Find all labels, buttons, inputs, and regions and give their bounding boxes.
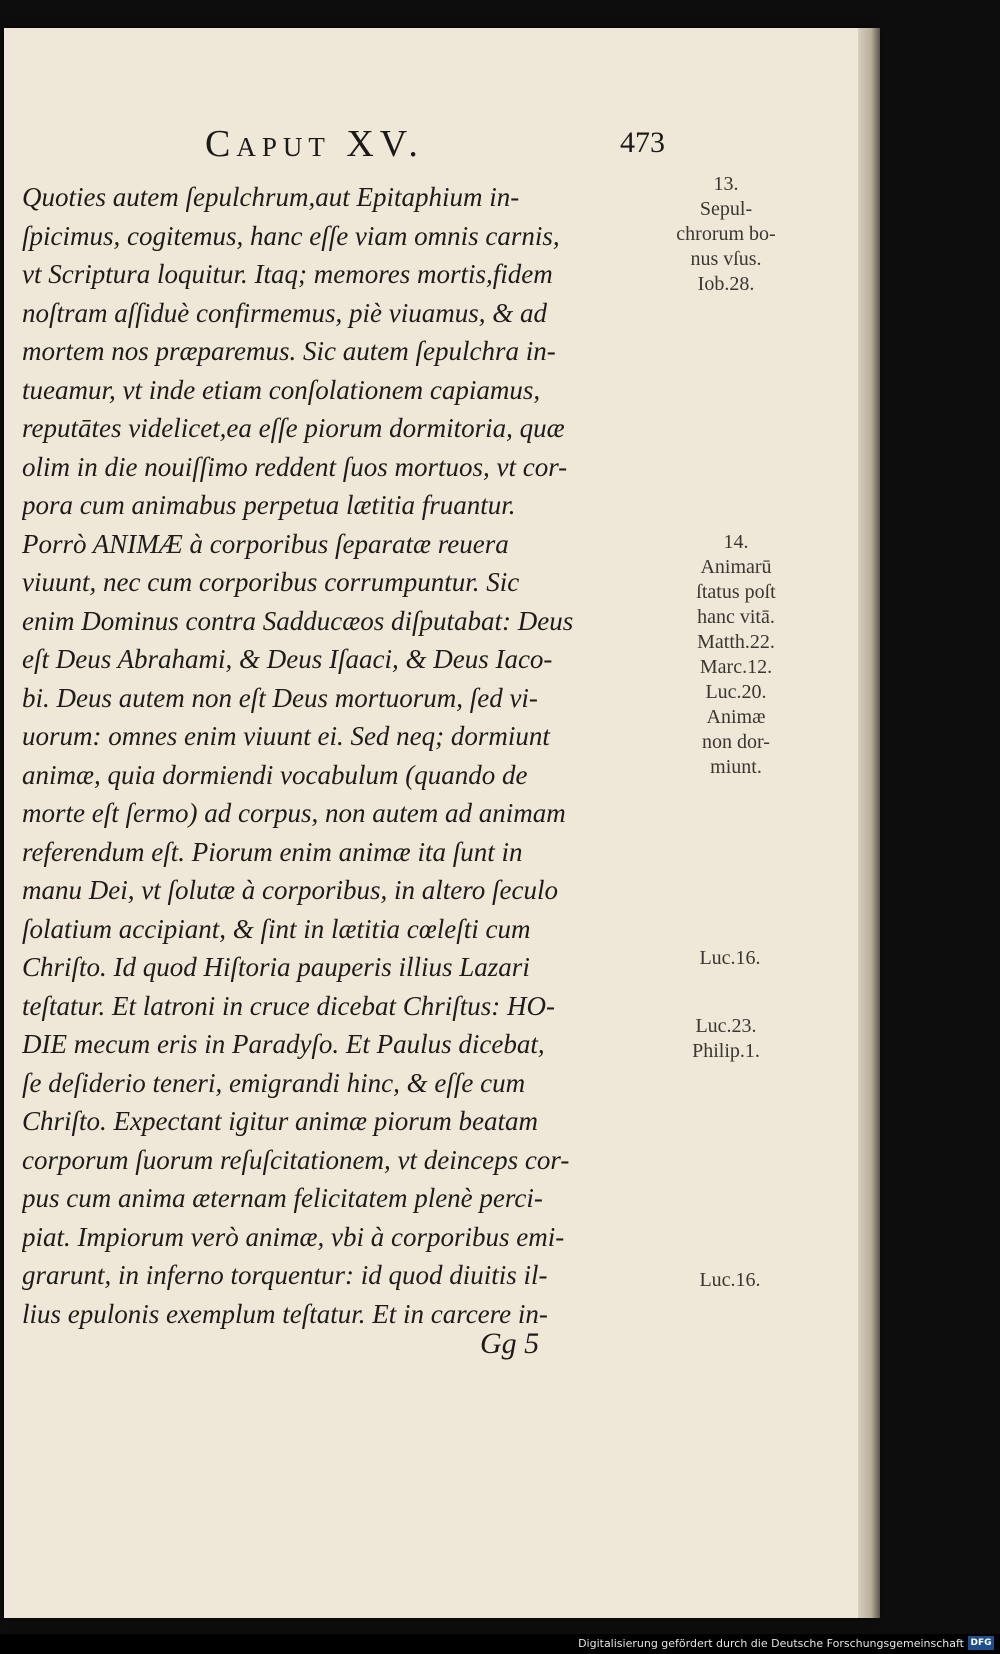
chapter-heading: Caput XV. — [205, 123, 424, 165]
text-line: piat. Impiorum verò animæ, vbi à corporibus emi- — [22, 1221, 565, 1252]
margin-note-13: 13. Sepul- chrorum bo- nus vſus. Iob.28. — [676, 173, 776, 295]
margin-note-luc16-a: Luc.16. — [699, 947, 761, 969]
catchword-signature: Gg 5 — [480, 1327, 540, 1360]
text-line: olim in die nouiſſimo reddent ſuos mortuos, vt cor- — [22, 451, 568, 482]
page-number: 473 — [620, 126, 665, 159]
margin-note-luc16-b: Luc.16. — [699, 1269, 761, 1291]
text-line: DIE mecum eris in Paradyſo. Et Paulus dicebat, — [22, 1029, 545, 1059]
text-line: Quoties autem ſepulchrum,aut Epitaphium in- — [22, 182, 520, 212]
margin-note-14: 14. Animarū ſtatus poſt hanc vitā. Matth.22. Marc.12. Luc.20. Animæ non dor- miunt. — [696, 531, 776, 778]
text-line: reputātes videlicet,ea eſſe piorum dormitoria, quæ — [22, 413, 565, 443]
text-line: mortem nos præparemus. Sic autem ſepulchra in- — [22, 336, 556, 366]
text-line: pora cum animabus perpetua lætitia fruantur. — [22, 490, 516, 520]
text-line: Porrò ANIMÆ à corporibus ſeparatæ reuera — [22, 528, 509, 559]
text-line: bi. Deus autem non eſt Deus mortuorum, ſed vi- — [22, 682, 538, 713]
text-line: viuunt, nec cum corporibus corrumpuntur. Sic — [22, 567, 520, 597]
text-line: grarunt, in inferno torquentur: id quod diuitis il- — [22, 1260, 548, 1290]
text-line: morte eſt ſermo) ad corpus, non autem ad animam — [22, 798, 566, 828]
main-text-block — [22, 178, 672, 1333]
funding-credit: Digitalisierung gefördert durch die Deutsche Forschungsgemeinschaft — [578, 1637, 964, 1650]
text-line: ſe deſiderio teneri, emigrandi hinc, & eſſe cum — [22, 1067, 526, 1098]
text-line: ſpicimus, cogitemus, hanc eſſe viam omnis carnis, — [22, 220, 560, 251]
text-line: animæ, quia dormiendi vocabulum (quando de — [22, 759, 528, 790]
text-line: lius epulonis exemplum teſtatur. Et in carcere in- — [22, 1298, 548, 1329]
text-line: noſtram aſſiduè confirmemus, piè viuamus, & ad — [22, 297, 547, 328]
running-header — [205, 122, 665, 172]
text-line: Chriſto. Id quod Hiſtoria pauperis illius Lazari — [22, 952, 530, 982]
text-line: enim Dominus contra Sadducæos diſputabat: Deus — [22, 605, 574, 636]
text-line: teſtatur. Et latroni in cruce dicebat Chriſtus: HO- — [22, 990, 555, 1021]
text-line: tueamur, vt inde etiam conſolationem capiamus, — [22, 374, 541, 405]
text-line: uorum: omnes enim viuunt ei. Sed neq; dormiunt — [22, 721, 550, 751]
text-line: ſolatium accipiant, & ſint in lætitia cœleſti cum — [22, 913, 531, 944]
text-line: Chriſto. Expectant igitur animæ piorum beatam — [22, 1106, 538, 1136]
text-line: referendum eſt. Piorum enim animæ ita ſunt in — [22, 836, 523, 867]
text-line: eſt Deus Abrahami, & Deus Iſaaci, & Deus Iaco- — [22, 644, 553, 674]
text-line: manu Dei, vt ſolutæ à corporibus, in altero ſeculo — [22, 875, 558, 905]
page-edge-shadow — [858, 28, 880, 1618]
text-line: corporum ſuorum reſuſcitationem, vt deinceps cor- — [22, 1144, 570, 1175]
margin-note-luc23: Luc.23. Philip.1. — [692, 1015, 760, 1062]
text-line: vt Scriptura loquitur. Itaq; memores mortis,fidem — [22, 259, 553, 289]
dfg-logo-icon: DFG — [968, 1636, 994, 1650]
text-line: pus cum anima æternam felicitatem plenè perci- — [22, 1183, 543, 1213]
